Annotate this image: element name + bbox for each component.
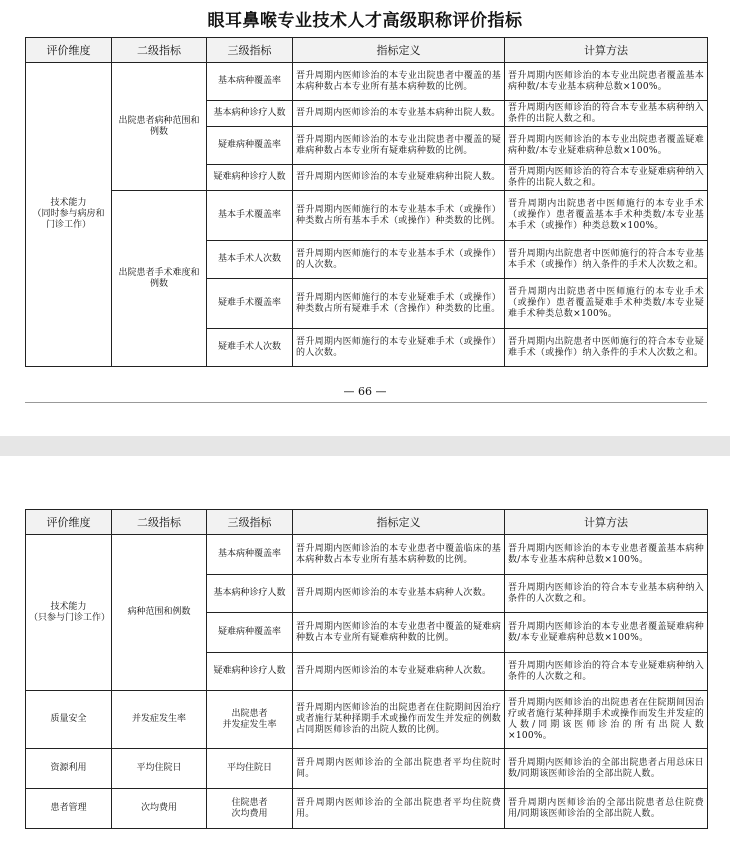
table-header-row bbox=[26, 510, 708, 535]
header-definition: 指标定义 bbox=[293, 38, 505, 63]
definition-cell: 晋升周期内医师诊治的全部出院患者平均住院费用。 bbox=[293, 789, 505, 829]
third-level-cell: 疑难手术覆盖率 bbox=[207, 279, 293, 329]
calculation-cell: 晋升周期内医师诊治的符合本专业疑难病种纳入条件的出院人数之和。 bbox=[505, 165, 708, 191]
definition-cell: 晋升周期内医师施行的本专业疑难手术（或操作）种类数占所有疑难手术（含操作）种类数的比重。 bbox=[293, 279, 505, 329]
page-divider bbox=[25, 402, 707, 403]
calculation-cell: 晋升周期内医师诊治的符合本专业基本病种纳入条件的出院人数之和。 bbox=[505, 101, 708, 127]
definition-cell: 晋升周期内医师诊治的本专业疑难病种出院人数。 bbox=[293, 165, 505, 191]
calculation-cell: 晋升周期内医师诊治的本专业出院患者覆盖疑难病种数/本专业疑难病种总数×100%。 bbox=[505, 127, 708, 165]
calculation-cell: 晋升周期内医师诊治的本专业出院患者覆盖基本病种数/本专业基本病种总数×100%。 bbox=[505, 63, 708, 101]
calculation-cell: 晋升周期内出院患者中医师施行的符合本专业基本手术（或操作）纳入条件的手术人次数之和。 bbox=[505, 241, 708, 279]
definition-cell: 晋升周期内医师施行的本专业基本手术（或操作）种类数占所有基本手术（或操作）种类数的比例。 bbox=[293, 191, 505, 241]
header-dimension: 评价维度 bbox=[26, 510, 112, 535]
dimension-cell: 资源利用 bbox=[26, 749, 112, 789]
calculation-cell: 晋升周期内出院患者中医师施行的本专业手术（或操作）患者覆盖疑难手术种类数/本专业疑难手术种类总数×100%。 bbox=[505, 279, 708, 329]
second-level-cell: 病种范围和例数 bbox=[112, 535, 207, 691]
document-page-2 bbox=[0, 456, 730, 843]
calculation-cell: 晋升周期内医师诊治的全部出院患者占用总床日数/同期该医师诊治的全部出院人数。 bbox=[505, 749, 708, 789]
calculation-cell: 晋升周期内医师诊治的符合本专业疑难病种纳入条件的人次数之和。 bbox=[505, 653, 708, 691]
third-level-cell: 疑难病种诊疗人数 bbox=[207, 165, 293, 191]
definition-cell: 晋升周期内医师诊治的本专业出院患者中覆盖的疑难病种数占本专业所有疑难病种数的比例。 bbox=[293, 127, 505, 165]
calculation-cell: 晋升周期内医师诊治的符合本专业基本病种纳入条件的人次数之和。 bbox=[505, 575, 708, 613]
header-second-level: 二级指标 bbox=[112, 38, 207, 63]
third-level-cell: 基本手术覆盖率 bbox=[207, 191, 293, 241]
definition-cell: 晋升周期内医师诊治的全部出院患者平均住院时间。 bbox=[293, 749, 505, 789]
second-level-cell: 出院患者手术难度和例数 bbox=[112, 191, 207, 367]
third-level-cell: 出院患者 并发症发生率 bbox=[207, 691, 293, 749]
table-header-row bbox=[26, 38, 708, 63]
third-level-cell: 基本病种诊疗人数 bbox=[207, 575, 293, 613]
third-level-cell: 疑难病种覆盖率 bbox=[207, 613, 293, 653]
calculation-cell: 晋升周期内医师诊治的全部出院患者总住院费用/同期该医师诊治的全部出院人数。 bbox=[505, 789, 708, 829]
definition-cell: 晋升周期内医师施行的本专业基本手术（或操作）的人次数。 bbox=[293, 241, 505, 279]
header-definition: 指标定义 bbox=[293, 510, 505, 535]
document-title: 眼耳鼻喉专业技术人才高级职称评价指标 bbox=[207, 11, 523, 31]
third-level-cell: 平均住院日 bbox=[207, 749, 293, 789]
header-third-level: 三级指标 bbox=[207, 38, 293, 63]
indicator-table-2 bbox=[25, 509, 708, 829]
page-gap bbox=[0, 436, 730, 456]
header-calculation: 计算方法 bbox=[505, 510, 708, 535]
third-level-cell: 基本病种诊疗人数 bbox=[207, 101, 293, 127]
second-level-cell: 平均住院日 bbox=[112, 749, 207, 789]
third-level-cell: 疑难手术人次数 bbox=[207, 329, 293, 367]
definition-cell: 晋升周期内医师诊治的本专业基本病种人次数。 bbox=[293, 575, 505, 613]
definition-cell: 晋升周期内医师诊治的本专业出院患者中覆盖的基本病种数占本专业所有基本病种数的比例。 bbox=[293, 63, 505, 101]
third-level-cell: 基本病种覆盖率 bbox=[207, 63, 293, 101]
dimension-cell: 技术能力 （同时参与病房和门诊工作） bbox=[26, 63, 112, 367]
header-calculation: 计算方法 bbox=[505, 38, 708, 63]
third-level-cell: 基本病种覆盖率 bbox=[207, 535, 293, 575]
calculation-cell: 晋升周期内医师诊治的本专业患者覆盖疑难病种数/本专业疑难病种总数×100%。 bbox=[505, 613, 708, 653]
table-row bbox=[26, 789, 708, 829]
second-level-cell: 出院患者病种范围和例数 bbox=[112, 63, 207, 191]
table-row bbox=[26, 749, 708, 789]
indicator-table-1 bbox=[25, 37, 708, 367]
definition-cell: 晋升周期内医师诊治的本专业患者中覆盖的疑难病种数占本专业所有疑难病种数的比例。 bbox=[293, 613, 505, 653]
third-level-cell: 住院患者 次均费用 bbox=[207, 789, 293, 829]
header-dimension: 评价维度 bbox=[26, 38, 112, 63]
header-third-level: 三级指标 bbox=[207, 510, 293, 535]
calculation-cell: 晋升周期内医师诊治的出院患者在住院期间因治疗或者施行某种择期手术或操作而发生并发症的人数/同期该医师诊治的所有出院人数×100%。 bbox=[505, 691, 708, 749]
calculation-cell: 晋升周期内医师诊治的本专业患者覆盖基本病种数/本专业基本病种总数×100%。 bbox=[505, 535, 708, 575]
definition-cell: 晋升周期内医师诊治的本专业患者中覆盖临床的基本病种数占本专业所有基本病种数的比例。 bbox=[293, 535, 505, 575]
page-number: — 66 — bbox=[343, 385, 387, 398]
third-level-cell: 疑难病种覆盖率 bbox=[207, 127, 293, 165]
definition-cell: 晋升周期内医师诊治的出院患者在住院期间因治疗或者施行某种择期手术或操作而发生并发症的例数占同期医师诊治的出院人数的比例。 bbox=[293, 691, 505, 749]
calculation-cell: 晋升周期内出院患者中医师施行的本专业手术（或操作）患者覆盖基本手术种类数/本专业基本手术（或操作）种类总数×100%。 bbox=[505, 191, 708, 241]
table-row bbox=[26, 191, 708, 241]
second-level-cell: 次均费用 bbox=[112, 789, 207, 829]
dimension-cell: 患者管理 bbox=[26, 789, 112, 829]
table-row bbox=[26, 535, 708, 575]
definition-cell: 晋升周期内医师诊治的本专业疑难病种人次数。 bbox=[293, 653, 505, 691]
table-row bbox=[26, 691, 708, 749]
second-level-cell: 并发症发生率 bbox=[112, 691, 207, 749]
third-level-cell: 基本手术人次数 bbox=[207, 241, 293, 279]
third-level-cell: 疑难病种诊疗人数 bbox=[207, 653, 293, 691]
definition-cell: 晋升周期内医师施行的本专业疑难手术（或操作）的人次数。 bbox=[293, 329, 505, 367]
dimension-cell: 技术能力 （只参与门诊工作） bbox=[26, 535, 112, 691]
header-second-level: 二级指标 bbox=[112, 510, 207, 535]
dimension-cell: 质量安全 bbox=[26, 691, 112, 749]
definition-cell: 晋升周期内医师诊治的本专业基本病种出院人数。 bbox=[293, 101, 505, 127]
calculation-cell: 晋升周期内出院患者中医师施行的符合本专业疑难手术（或操作）纳入条件的手术人次数之和。 bbox=[505, 329, 708, 367]
table-row bbox=[26, 63, 708, 101]
